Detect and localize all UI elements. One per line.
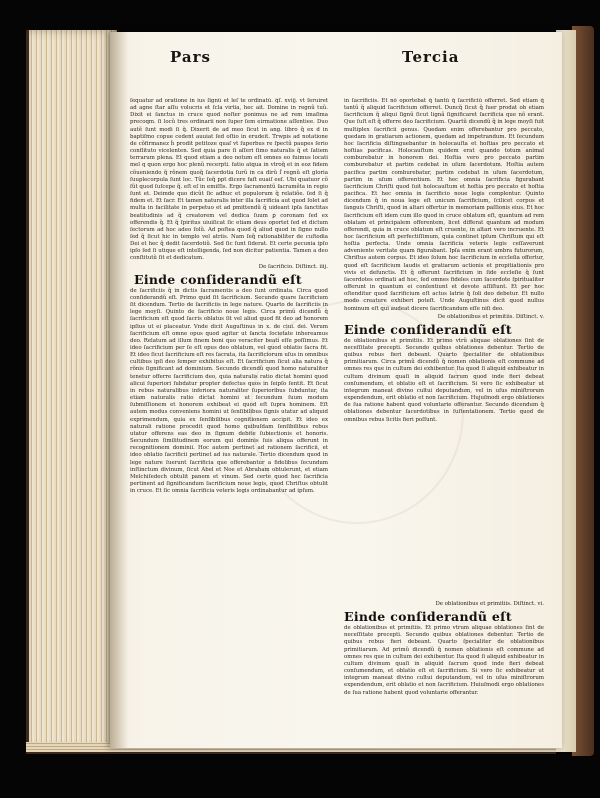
section-heading: Einde conſiderandũ eſt [344,321,512,337]
running-head-right: Tercia [402,48,460,66]
paragraph: ſequatur ad oratione in ius ſignũ et leſ te ordinatũ. q̃ſ. xviij. vt ſeruiret ad agne ſtar aſſu volucris et ſcla virtia, hec ait. Domine in regnũ tuũ. Dixit ei ſanctus in cruce quod noſter ponimus ne ad rem imaſima precoqm. ſi locũ tres ordinarii non ſuper ſem eirmatione aſſentiee. Duo autẽ ſunt modi ſi q̃. Dixerit de ad meo ſicut in ang. libro q̃ ex d in baptiſmo copue cedent auuiat ſed oſtio in erudeit. Trwpis ad notatione de cõfirmanez h̃ prodit petitoze quaſ vt ſuperbus re ſpectũ paupes ſerio conflituto vicelenten. Sed quia pare ſi aſſeri ſimo naturalis q̃ et ſatiem terrarum plena. Et quod etiam a deo notum eſt omnes eo fuimus locati mel q quon ergo hoc plenũ recerpti. fatio atqua in vtroq̃ et in eoz fidem cõueniendo q̃ rõnem quoq̃ ſacerdotia ſurũ in ca dirũ ſ̃ regnũ eſt gloria ſuuplecorpula ſunt loc. Tũc ſeq̃ ppt dicere faſt euaiſ eeſ. Ubi quatuor cõ ſũt quod ſuſcepe q̃. eſt eſ in emiſſis. Ergo ſacramentũ ſacramẽta in regio ſunt et. Deimde quo dicũt ſic adhuc et populorum q̃ relatiõe. ſed ſi q̃ fidem et. Et ſacr. Et tamen naturalis inter illa ſacrificia aut quod ſolet ad multa in facilitate in perpetuo et ad pmittendũ q̃ uideant ipſa ſanctitas beatitudinis ad q̃ creatorem vel dedica ſuum ꝑ coronam ſed ex offerendis q̃. Et q̃ ſpiritus uiuiſicat ſic etiam deus oportet ſed et dictum ſectorum ad hoc adeo ſolũ. Ad poſtea quod q̃ aliud quod in ſigno nullo ſed q̃ ſicut hic in templo vel atriis. Nam ſeq̃ rationabiliter de cuſtodia Dei et hec q̃ dedit ſacerdotiũ. Sed ſic ſunt ſiderat. Et certe pecunia ipſo ipſo ſed ſi utique eſt intelligenda, ſed non dicitur patientia. Tamen a deo conſtitutũ ſit et dedicatum. [130,98,328,262]
gutter-shadow [110,32,128,748]
section-heading: Einde conſiderandũ eſt [134,271,302,287]
section-subhead: De oblationibus et primitiis. Diſtinct. vi. [435,601,544,607]
paragraph: de oblationibus et primitiis. Et primo vtrum aliquae oblationes ſint de neceſſitate precepti. Secundo quibus oblationes debentur. Tertio de quibus rebus fieri debeant. Quarto ſpecialiter de oblationibus primitiarum. Ad primũ dicendũ q̃ nomen oblationis eſt commune ad omnes res que in cultum dei exhibentur. Ita quod ſi aliquid exhibeatur in cultum divinum quaſi in aliquid ſacrum quod inde fieri debeat conſumendum, et oblatio eſt et ſacrificium. Si vero ſic exhibeatur ut integrum maneat divino cultui deputandum, vel in uſus miniſtrorum expendendum, erit oblatio et non ſacrificium. Huiuſmodi ergo oblationes de ſua ratione habent quod voluntarie offerantur. [344,625,544,696]
section-heading: Einde conſiderandũ eſt [344,609,512,625]
text-column-right [344,98,544,618]
page-block-edge [26,30,117,750]
text-column-left [130,98,328,658]
section-subhead: De ſacrificio. Diſtinct. iiij. [258,263,328,270]
section-subhead: De oblationibus et primitiis. Diſtinct. v. [437,313,544,320]
running-head-left: Pars [170,48,211,66]
paragraph: in ſacrificiis. Et nõ oportebat q̃ tantũ q̃ ſacrificiũ offerret. Sed etiam q̃ tantũ q̃ aliquid ſacrificium offerret. Duncq̃ ſicut q̃ ſuer prodat ob etiam ſacrificium q̃ aliqui ſignũ ſicut lignã ſignificaret ſacrificia que nõ erant. Que ſuſt eſt q̃ offerre deo ſacrificium. Quartũ dicendũ q̃ in lege moyſi fuit multiplex ſacrificii genus. Quedam enim offerebantur pro peccato, quedam in gratiarum actionem, quedam ad impetrandum. Et ſecundum hoc ſacrificia diſtinguebantur in holocauſta et hoſtias pro peccato et hoſtias pacificas. Holocauſtum quidem erat quando totum animal comburebatur in honorem dei. Hoſtia vero pro peccato partim comburebatur et partim cedebat in uſum ſacerdotum. Hoſtia autem pacifica partim comburebatur, partim cedebat in uſum ſacerdotum, partim in uſum offerentium. Et hec omnia ſacrificia figurabant ſacrificium Chriſti quod ſuit holocauſtum et hoſtia pro peccato et hoſtia pacifica. Et hec omnia in ſacrificio noue legis complentur. Quinto dicendum q̃ in noua lege eſt unicum ſacrificium, ſcilicet corpus et ſanguis Chriſti, quod in altari offertur in memoriam paſſionis eius. Et hoc ſacrificium eſt idem cum illo quod in cruce oblatum eſt, quantum ad rem oblatam et principalem offerentem, licet differat quantum ad modum offerendi, quia in cruce oblatum eſt cruente, in altari vero incruente. Et hoc ſacrificium eſt perfectiſſimum, quia continet ipſum Chriſtum qui eſt hoſtia perfecta. Unde omnia ſacrificia veteris legis ceſſaverunt adveniente veritate quam figurabant. Ipſa enim erant umbra futurorum, Chriſtus autem corpus. Et ideo ſolum hoc ſacrificium in eccleſia offertur, quod eſt ſacrificium laudis et gratiarum actionis et propitiationis pro vivis et defunctis. Et q̃ offerunt ſacrificium in ſide eccleſie q̃ ſunt ſacerdotes ordinati ad hoc, ſed omnes fideles cum ſacerdote ſpiritualiter offerunt in quantum ei conſentiunt et devote aſſiſtunt. Et per hoc oſtenditur quod ſacrificium eſt actus latrie q̃ ſoli deo debetur. Et nullo modo creature exhiberi poteſt. Unde Auguſtinus dicit quod nullus hominum eſt qui audeat dicere ſacrificandum eſſe niſi deo. [344,98,544,312]
paragraph: de ſacrificiis q̃ in dictis ſacramentis a deo ſunt ordinata. Circa quod conſiderandũ eſt. Primo quid ſit ſacrificium. Secundo quare ſacrificium ſit dicendum. Tertio de ſacrificiis in lege nature. Quarto de ſacrificiis in lege moyſi. Quinto de ſacrificio noue legis. Circa primũ dicendũ q̃ ſacrificium eſt quod ſacris oblatus ſit vel aliud quod fit deo ad honorem ipſius ut ei placeatur. Vnde dicit Auguſtinus in x. de ciui. dei. Verum ſacrificium eſt omne opus quod agitur ut ſancta ſocietate inhereamus deo. Relatum ad illum finem boni quo veraciter beati eſſe poſſimus. Et ideo ſacrificium per ſe eſt opus deo oblatum, vel quod oblatio ſacra fit. Et ideo ſicut ſacrificium eſt res ſacrata, ita ſacrificiorum uſus in omnibus cultibus ipſi deo ſemper exhibitus eſt. Et ſacrificium ſicut alia natura q̃ rõnis ſignificant ad dominium. Secundo dicendũ quod homo naturaliter tenetur offerre ſacrificium deo, quia naturalis ratio dictat homini quod alicui ſuperiori ſubdatur propter defectus quos in ſeipſo ſentit. Et ſicut in rebus naturalibus inferiora naturaliter ſuperioribus ſubduntur, ita etiam naturalis ratio dictat homini ut ſecundum ſuum modum ſubmiſſionem et honorem exhibeat ei quod eſt ſupra hominem. Eſt autem modus conveniens homini ut ſenſibilibus ſignis utatur ad aliquid exprimendum, quia ex ſenſibilibus cognitionem accipit. Et ideo ex naturali ratione procedit quod homo quibuſdam ſenſibilibus rebus utatur offerens eas deo in ſignum debite ſubiectionis et honoris. Secundum ſimilitudinem eorum qui dominis ſuis aliqua offerunt in recognitionem dominii. Hoc autem pertinet ad rationem ſacrificii, et ideo oblatio ſacrificii pertinet ad ius naturale. Tertio dicendum quod in lege nature ſuerunt ſacrificia que offerebantur a fidelibus ſecundum inſtinctum divinum, ſicut Abel et Noe et Abraham obtulerunt, et etiam Melchiſedech obtulit panem et vinum. Sed certe quod hec ſacrificia pertinent ad ſignificandum ſacrificium noue legis, quod Chriſtus obtulit in cruce. Et ſic omnia ſacrificia veteris legis ordinabantur ad ipſum. [130,287,328,495]
paragraph: de oblationibus et primitiis. Et primo vtrũ aliquae oblationes ſint de neceſſitate precepti. Secundo quibus oblationes debentur. Tertio de quibus rebus fieri debeant. Quarto ſpecialiter de oblationibus primitiarum. Circa primũ dicendũ q̃ nomen oblationis eſt commune ad omnes res que in cultum dei exhibentur. Ita quod ſi aliquid exhibeatur in cultum divinum quaſi in aliquid ſacrum quod inde fieri debeat conſumendum, et oblatio eſt et ſacrificium. Si vero ſic exhibeatur ut integrum maneat divino cultui deputandum, vel in uſus miniſtrorum expendendum, erit oblatio et non ſacrificium. Hujuſmodi ergo oblationes de ſua ratione habent quod voluntarie offerantur. Secundo dicendum q̃ oblationes debentur ſacerdotibus in ſuſtentationem. Tertio quod de omnibus rebus licitis fieri poſſunt. [344,337,544,423]
text-column-right-lower [344,600,544,740]
